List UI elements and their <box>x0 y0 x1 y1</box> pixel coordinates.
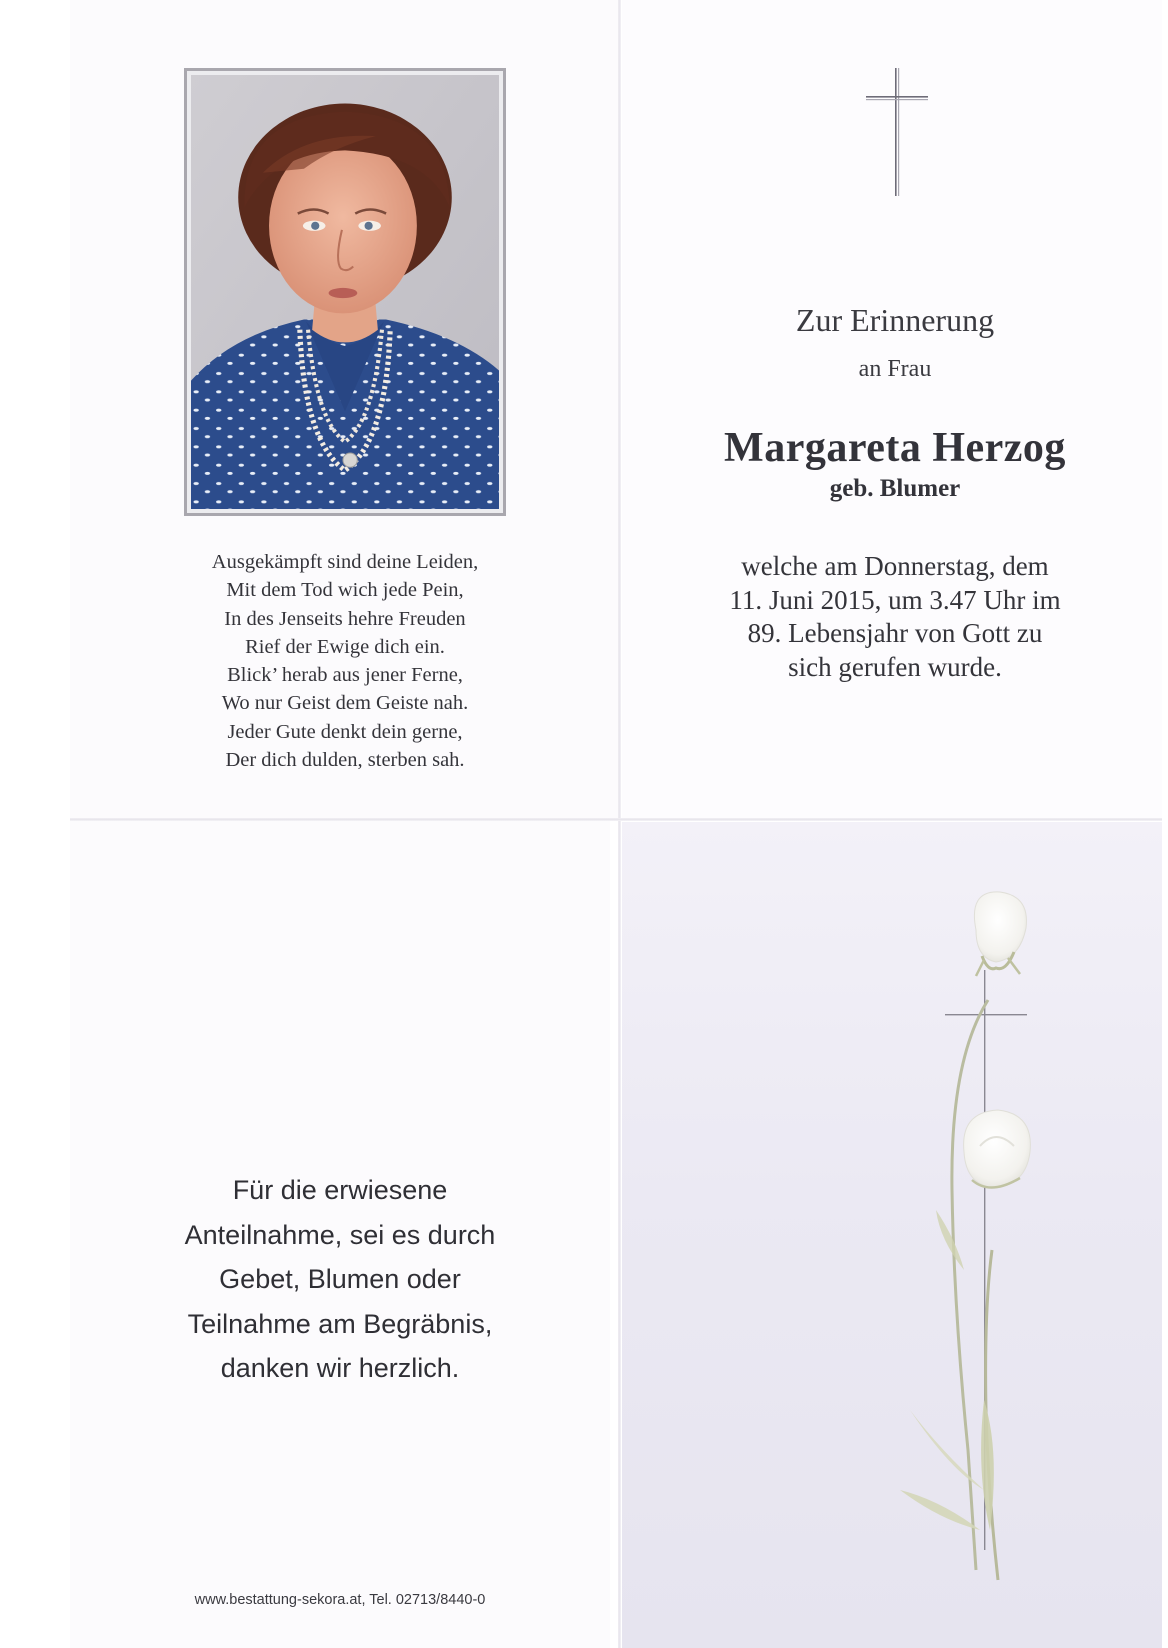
rose-cross-icon <box>880 890 1080 1590</box>
vertical-fold-line <box>618 0 621 1648</box>
memorial-poem <box>150 548 540 774</box>
memorial-heading: Zur Erinnerung <box>795 302 995 338</box>
poem-line: Rief der Ewige dich ein. <box>245 635 445 658</box>
poem-line: Jeder Gute denkt dein gerne, <box>227 720 463 743</box>
maiden-name: geb. Blumer <box>829 475 961 502</box>
notice-line: sich gerufen wurde. <box>788 651 1002 682</box>
thanks-line: Anteilnahme, sei es durch <box>184 1219 496 1250</box>
thanks-line: Gebet, Blumen oder <box>219 1264 461 1295</box>
cross-icon <box>866 68 928 196</box>
notice-line: 11. Juni 2015, um 3.47 Uhr im <box>729 584 1061 615</box>
poem-line: Ausgekämpft sind deine Leiden, <box>211 551 479 573</box>
poem-line: Wo nur Geist dem Geiste nah. <box>221 692 469 715</box>
poem-line: Der dich dulden, sterben sah. <box>225 749 465 772</box>
death-notice <box>690 550 1100 684</box>
horizontal-fold-line <box>70 818 1162 821</box>
thanks-line: Teilnahme am Begräbnis, <box>187 1308 493 1339</box>
notice-line: 89. Lebensjahr von Gott zu <box>747 618 1043 648</box>
thank-you-message <box>150 1168 530 1391</box>
thanks-line: Für die erwiesene <box>232 1175 448 1205</box>
thanks-line: danken wir herzlich. <box>220 1353 460 1384</box>
poem-line: Mit dem Tod wich jede Pein, <box>226 579 464 602</box>
deceased-name: Margareta Herzog <box>724 425 1066 471</box>
memorial-subheading: an Frau <box>858 356 932 382</box>
portrait-photo <box>184 68 506 516</box>
poem-line: In des Jenseits hehre Freuden <box>224 607 466 630</box>
notice-line: welche am Donnerstag, dem <box>741 551 1049 581</box>
poem-line: Blick’ herab aus jener Ferne, <box>227 664 463 687</box>
funeral-home-footer: www.bestattung-sekora.at, Tel. 02713/8440-0 <box>194 1592 486 1608</box>
portrait-image <box>191 75 499 509</box>
